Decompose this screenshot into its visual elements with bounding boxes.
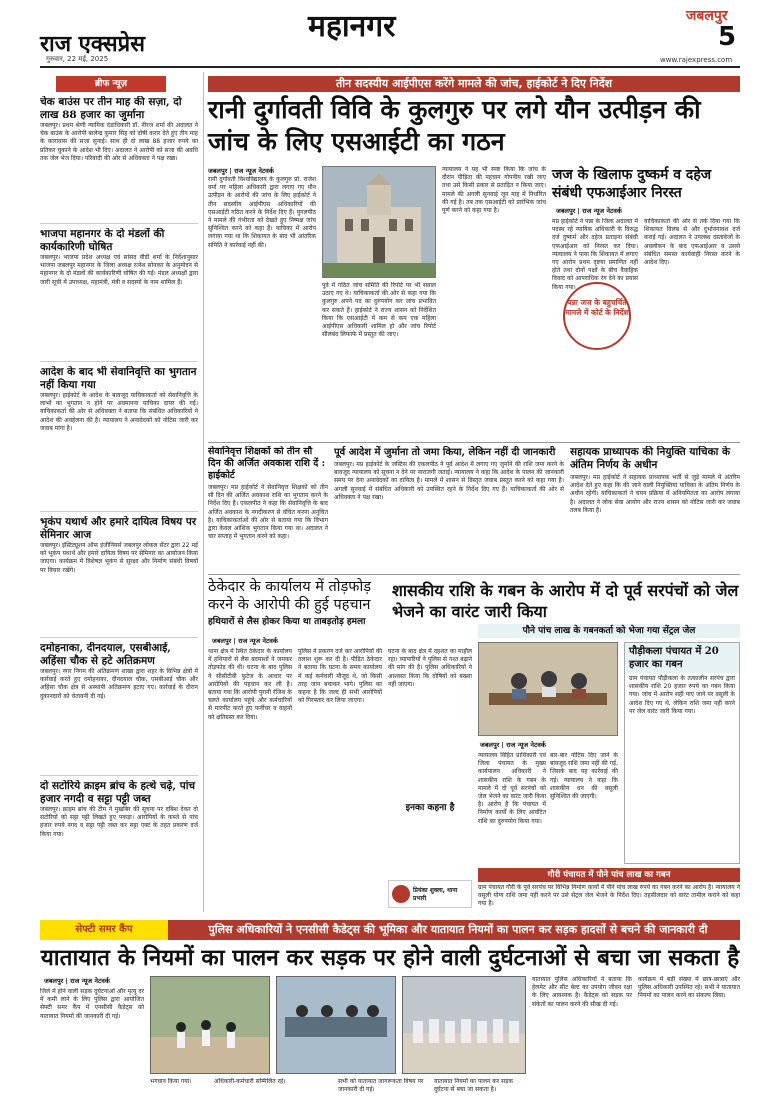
university-photo [322, 166, 436, 278]
lead-byline: जबलपुर | राज न्यूज नेटवर्क [208, 167, 274, 175]
brief-item [40, 642, 198, 776]
dowry-headline: जज के खिलाफ दुष्कर्म व दहेज संबंधी एफआईआर निरस्त [552, 167, 712, 201]
fine-story [334, 446, 564, 570]
avatar [392, 885, 410, 903]
brief-headline: दो सटोरिये क्राइम ब्रांच के हत्थे चढ़े, पांच हजार नगदी व सट्टा पट्टी जब्त [40, 780, 196, 805]
brief-text: जबलपुर। हाईकोर्ट के आदेश के बावजूद याचिकाकर्ता को सेवानिवृत्ति के लाभों का भुगतान न होने पर अवमानना याचिका दायर की गई। याचिकाकर्ता की ओर से अधिवक्ता ने बताया कि संबंधित अधिकारियों ने आदेश की अवहेलना की है। न्यायालय ने अनावेदकों को नोटिस जारी कर जवाब मांगा है। [40, 392, 198, 432]
brief-item [40, 366, 198, 512]
brief-headline: आदेश के बाद भी सेवानिवृत्ति का भुगतान नहीं किया गया [40, 366, 197, 391]
paudikala-headline: पौड़ीकला पंचायत में 20 हजार का गबन [625, 643, 739, 673]
gauri-headline: गौरी पंचायत में पौने पांच लाख का गबन [478, 868, 740, 882]
section-divider [208, 442, 740, 443]
hearing-photo [478, 642, 618, 736]
sarpanch-byline: जबलपुर | राज न्यूज नेटवर्क [480, 741, 546, 749]
safety-body-col1: जिले में होने वाली सड़क दुर्घटनाओं और मृत्यु दर में कमी लाने के लिए पुलिस द्वारा आयोजित सेफ्टी समर कैंप में एनसीसी कैडेट्स को यातायात नियमों की जानकारी दी गई। [40, 988, 144, 1020]
brief-headline: चेक बाउंस पर तीन माह की सज़ा, दो लाख 88 हजार का जुर्माना [40, 96, 182, 121]
contractor-quote-author: प्रियंका शुक्ला, थाना प्रभारी [413, 887, 458, 902]
city-label: जबलपुर [686, 8, 728, 24]
cadets-illustration [151, 977, 269, 1073]
dowry-body-col2: याचिकाकर्ता की ओर से तर्क दिया गया कि शिकायत विलंब से और दुर्भावनावश दर्ज कराई गई। अदालत ने उपलब्ध दस्तावेजों के अवलोकन के बाद एफआईआर व उससे संबंधित समस्त कार्यवाही निरस्त करने के आदेश दिए। [644, 218, 740, 267]
brief-item [40, 96, 198, 224]
photo-caption: यातायात नियमों का पालन कर सड़क दुर्घटना से बचा जा सकता है। [434, 1078, 513, 1093]
section-title: महानगर [308, 9, 396, 44]
safety-body-col3: कार्यक्रम में बड़ी संख्या में छात्र-छात्राएं और पुलिस अधिकारी उपस्थित रहे। सभी ने यातायात नियमों का पालन करने का संकल्प लिया। [638, 976, 740, 1000]
brief-headline: भृकंप यथार्थ और हमारे दायित्व विषय पर सेमिनार आज [40, 516, 197, 541]
contractor-headline: ठेकेदार के कार्यालय में तोड़फोड़ करने के आरोपी की हुई पहचान [208, 579, 371, 613]
brief-item [40, 516, 198, 638]
contractor-body-col1: थाना क्षेत्र में स्थित ठेकेदार के कार्यालय में हथियारों से लैस बदमाशों ने जमकर तोड़फोड़ की थी। घटना के बाद पुलिस ने सीसीटीवी फुटेज के आधार पर आरोपियों की पहचान कर ली है। बताया गया कि आरोपी पुरानी रंजिश के चलते कार्यालय पहुंचे और कर्मचारियों से मारपीट करते हुए फर्नीचर व वाहनों को क्षतिग्रस्त कर दिया। [208, 648, 292, 721]
contractor-story [208, 578, 386, 628]
briefs-column [40, 96, 198, 908]
sarpanch-body-col2: बार-बार नोटिस दिए जाने के बावजूद राशि जमा नहीं की गई, जिसके बाद यह कार्रवाई की गई। न्यायालय ने कहा कि शासकीय धन की वसूली सुनिश्चित की जाएगी। [550, 752, 618, 801]
professor-body: जबलपुर। मप्र हाईकोर्ट ने सहायक प्राध्यापक भर्ती से जुड़े मामले में अंतरिम आदेश देते हुए कहा कि की जाने वाली नियुक्तियां याचिका के अंतिम निर्णय के अधीन रहेंगी। याचिकाकर्ता ने चयन प्रक्रिया में अनियमितता का आरोप लगाया है। अदालत ने लोक सेवा आयोग और राज्य शासन को नोटिस जारी कर जवाब तलब किया है। [570, 474, 740, 514]
dowry-body-col1: मप्र हाईकोर्ट ने पन्ना के जिला अदालत में पदस्थ रहे न्यायिक अधिकारी के विरुद्ध दर्ज दुष्कर्म और दहेज प्रताड़ना संबंधी एफआईआर को निरस्त कर दिया। न्यायालय ने पाया कि शिकायत में लगाए गए आरोप प्रथम दृष्टया प्रमाणित नहीं होते तथा दोनों पक्षों के बीच वैवाहिक विवाद को आपराधिक रंग देने का प्रयास किया गया। [552, 218, 638, 291]
contractor-quote-heading: इनका कहना है [405, 803, 455, 813]
teachers-story [208, 446, 328, 570]
dowry-byline: जबलपुर | राज न्यूज नेटवर्क [556, 207, 622, 215]
section-divider [208, 574, 740, 575]
sarpanch-headline: शासकीय राशि के गबन के आरोप में दो पूर्व सरपंचों को जेल भेजने का वारंट जारी किया [392, 581, 739, 621]
paudikala-box [624, 642, 740, 864]
column-divider [203, 72, 204, 912]
lead-headline: रानी दुर्गावती विवि के कुलगुरु पर लगे यौन उत्पीड़न की जांच के लिए एसआईटी का गठन [208, 95, 701, 156]
contractor-subhead: हथियारों से लैस होकर किया था ताबड़तोड़ हमला [208, 617, 366, 627]
dowry-callout: पन्ना जज के बहुचर्चित मामले में कोर्ट के निर्देश [563, 282, 631, 350]
fine-headline: पूर्व आदेश में जुर्माना तो जमा किया, लेकिन नहीं दी जानकारी [334, 447, 556, 458]
safety-tag: सेफ्टी समर कैंप [40, 920, 168, 940]
brief-text: जबलपुर। क्राइम ब्रांच की टीम ने मुखबिर की सूचना पर दबिश देकर दो सटोरियों को सट्टा पट्टी लिखते हुए पकड़ा। आरोपियों के कब्जे से पांच हजार रुपये नगद व सट्टा पट्टी जब्त कर सट्टा एक्ट के तहत प्रकरण दर्ज किया गया। [40, 806, 198, 838]
brief-text: जबलपुर। प्रथम श्रेणी न्यायिक दंडाधिकारी डॉ. नीरज शर्मा की अदालत ने चेक बाउंस के आरोपी बालेन्द्र कुमार सिंह को दोषी करार देते हुए तीन माह के कारावास की सजा सुनाई। साथ ही दो लाख 88 हजार रुपये का प्रतिकर चुकाने के आदेश भी दिए। अदालत ने आरोपी को सजा की अवधि तक जेल भेज दिया। परिवादी की ओर से अधिवक्ता ने पक्ष रखा। [40, 122, 198, 162]
teachers-headline: सेवानिवृत्त शिक्षकों को तीन सौ दिन की अर्जित अवकाश राशि दें : हाईकोर्ट [208, 446, 326, 481]
university-building-illustration [323, 167, 435, 277]
brief-item [40, 780, 198, 902]
safety-headline: यातायात के नियमों का पालन कर सड़क पर होने वाली दुर्घटनाओं से बचा जा सकता है [40, 945, 740, 971]
contractor-body-col2: पुलिस ने प्रकरण दर्ज कर आरोपियों की तलाश शुरू कर दी है। पीड़ित ठेकेदार ने बताया कि घटना के समय कार्यालय में कई कर्मचारी मौजूद थे, जो किसी तरह जान बचाकर भागे। पुलिस का कहना है कि जल्द ही सभी आरोपियों को गिरफ्तार कर लिया जाएगा। [298, 648, 382, 705]
contractor-quote-box [388, 880, 472, 908]
safety-body-col2: यातायात पुलिस अधिकारियों ने बताया कि हेलमेट और सीट बेल्ट का उपयोग जीवन रक्षा के लिए आवश्यक है। कैडेट्स को सड़क पर संकेतों का पालन करने की सीख दी गई। [532, 976, 632, 1008]
contractor-body-col3: घटना के बाद क्षेत्र में दहशत का माहौल रहा। व्यापारियों ने पुलिस से गश्त बढ़ाने की मांग की है। पुलिस अधिकारियों ने आश्वस्त किया कि दोषियों को बख्शा नहीं जाएगा। [388, 648, 472, 688]
website-link[interactable]: www.rajexpress.com [660, 56, 733, 64]
officers-illustration [277, 977, 395, 1073]
page-number: 5 [718, 22, 737, 52]
photo-caption: अधिकारी-कर्मचारी सम्मिलित रहे। [214, 1078, 286, 1085]
photo-caption: सभी को यातायात जागरूकता विषय पर जानकारी दी गई। [338, 1078, 424, 1093]
brief-headline: भाजपा महानगर के दो मंडलों की कार्यकारिणी घोषित [40, 228, 165, 253]
safety-kicker: पुलिस अधिकारियों ने एनसीसी कैडेट्स की भूमिका और यातायात नियमों का पालन कर सड़क हादसों से बचने की जानकारी दी [208, 923, 708, 936]
masthead [0, 0, 778, 70]
professor-headline: सहायक प्राध्यापक की नियुक्ति याचिका के अंतिम निर्णय के अधीन [570, 446, 731, 471]
brief-text: जबलपुर। इंस्टिट्यूशन ऑफ इंजीनियर्स जबलपुर लोकल सेंटर द्वारा 22 मई को भूकंप यथार्थ और हमारे दायित्व विषय पर सेमिनार का आयोजन किया जाएगा। कार्यक्रम में विशेषज्ञ भूकंप से सुरक्षा और निर्माण संबंधी विषयों पर विचार रखेंगे। [40, 542, 198, 574]
fine-body: जबलपुर। मप्र हाईकोर्ट के जस्टिस की एकलपीठ ने पूर्व आदेश में लगाए गए जुर्माने की राशि जमा करने के बावजूद न्यायालय को सूचना न देने पर नाराजगी जताई। न्यायालय ने कहा कि आदेश के पालन की जानकारी समय पर देना अनावेदकों का दायित्व है। मामले में शासन से विस्तृत जवाब प्रस्तुत करने को कहा गया है। अगली सुनवाई में संबंधित अधिकारी को उपस्थित रहने के निर्देश दिए गए हैं। याचिकाकर्ता की ओर से अधिवक्ता ने पक्ष रखा। [334, 461, 564, 501]
lead-kicker: तीन सदस्यीय आईपीएस करेंगे मामले की जांच, हाईकोर्ट ने दिए निर्देश [208, 76, 740, 92]
gauri-body: ग्राम पंचायत गौरी के पूर्व सरपंच पर विभिन्न निर्माण कार्यों में पौने पांच लाख रुपये का गबन करने का आरोप है। न्यायालय ने वसूली योग्य राशि जमा नहीं करने पर उसे सेंट्रल जेल भेजने के निर्देश दिए। तहसीलदार को वारंट तामील कराने को कहा गया है। [478, 884, 740, 908]
brief-text: जबलपुर। भाजपा प्रदेश अध्यक्ष एवं सांसद वीडी शर्मा के निर्देशानुसार भाजपा जबलपुर महानगर के जिला अध्यक्ष रत्नेश सोनकर के अनुमोदन से महानगर के दो मंडलों की कार्यकारिणी घोषित की गई। मंडल अध्यक्षों द्वारा जारी सूची में उपाध्यक्ष, महामंत्री, मंत्री व सदस्यों के नाम शामिल हैं। [40, 254, 198, 286]
hearing-room-illustration [479, 643, 617, 735]
safety-photo-3 [402, 976, 526, 1074]
teachers-body: जबलपुर। मप्र हाईकोर्ट ने सेवानिवृत्त शिक्षकों को तीन सौ दिन की अर्जित अवकाश राशि का भुगतान करने के निर्देश दिए हैं। एकलपीठ ने कहा कि सेवानिवृत्ति के बाद अर्जित अवकाश के नगदीकरण से वंचित करना अनुचित है। याचिकाकर्ताओं की ओर से बताया गया कि विभाग द्वारा केवल आंशिक भुगतान किया गया था। अदालत ने चार सप्ताह में भुगतान करने को कहा। [208, 484, 328, 541]
safety-photo-1 [150, 976, 270, 1074]
brief-item [40, 228, 198, 362]
safety-photo-2 [276, 976, 396, 1074]
professor-story [570, 446, 740, 570]
briefs-tag: ब्रीफ न्यूज़ [56, 76, 166, 92]
header-divider [40, 66, 740, 68]
paper-name: राज एक्सप्रेस [40, 31, 145, 57]
group-photo-illustration [403, 977, 525, 1073]
safety-byline: जबलपुर | राज न्यूज नेटवर्क [44, 977, 110, 985]
photo-caption: भगवान किया गया। [150, 1078, 192, 1085]
sarpanch-subhead: पौने पांच लाख के गबनकर्ता को भेजा गया सेंट्रल जेल [478, 624, 740, 638]
lead-body-col2: पूर्व में गठित जांच समिति की रिपोर्ट पर भी सवाल उठाए गए थे। याचिकाकर्ता की ओर से कहा गया कि कुलगुरु अपने पद का दुरुपयोग कर जांच प्रभावित कर सकते हैं। हाईकोर्ट ने राज्य शासन को निर्देशित किया कि एसआईटी में कम से कम एक महिला आईपीएस अधिकारी शामिल हो और जांच रिपोर्ट सीलबंद लिफाफे में प्रस्तुत की जाए। [322, 282, 436, 339]
brief-headline: दमोहनाका, दीनदयाल, एसबीआई, अहिंसा चौक से हटे अतिक्रमण [40, 642, 171, 667]
paudikala-body: ग्राम पंचायत पौड़ीकला के तत्कालीन सरपंच द्वारा शासकीय राशि 20 हजार रुपये का गबन किया गया। जांच में आरोप सही पाए जाने पर वसूली के आदेश दिए गए थे, लेकिन राशि जमा नहीं करने पर जेल वारंट जारी किया गया। [629, 675, 735, 715]
brief-text: जबलपुर। नगर निगम की अतिक्रमण शाखा द्वारा शहर के विभिन्न क्षेत्रों में कार्रवाई करते हुए दमोहनाका, दीनदयाल चौक, एसबीआई चौक और अहिंसा चौक क्षेत्र से अस्थायी अतिक्रमण हटाए गए। कार्रवाई के दौरान दुकानदारों को चेतावनी दी गई। [40, 668, 198, 700]
contractor-byline: जबलपुर | राज न्यूज नेटवर्क [212, 637, 278, 645]
lead-body-col3: न्यायालय ने यह भी स्पष्ट किया कि जांच के दौरान पीड़िता की पहचान गोपनीय रखी जाए तथा उसे किसी प्रकार से प्रताड़ित न किया जाए। मामले की अगली सुनवाई जून माह में निर्धारित की गई है। तब तक एसआईटी को प्रारंभिक जांच पूर्ण करने को कहा गया है। [442, 166, 546, 215]
sarpanch-body-col1: न्यायालय विहित प्राधिकारी एवं जिला पंचायत के मुख्य कार्यपालन अधिकारी ने शासकीय राशि के गबन के मामले में दो पूर्व सरपंचों को जेल भेजने का वारंट जारी किया है। आरोप है कि पंचायत में निर्माण कार्यों के लिए आवंटित राशि का दुरुपयोग किया गया। [478, 752, 546, 825]
lead-body-col1: रानी दुर्गावती विश्वविद्यालय के कुलगुरु प्रो. राजेश वर्मा पर महिला अधिकारी द्वारा लगाए गए यौन उत्पीड़न के आरोपों की जांच के लिए हाईकोर्ट ने तीन सदस्यीय आईपीएस अधिकारियों की एसआईटी गठित करने के निर्देश दिए हैं। युगलपीठ ने मामले की गंभीरता को देखते हुए निष्पक्ष जांच सुनिश्चित करने को कहा है। याचिका में आरोप लगाया गया था कि शिकायत के बाद भी आंतरिक समिति ने कार्रवाई नहीं की। [208, 176, 316, 249]
issue-date: गुरुवार, 22 मई, 2025 [46, 55, 109, 63]
